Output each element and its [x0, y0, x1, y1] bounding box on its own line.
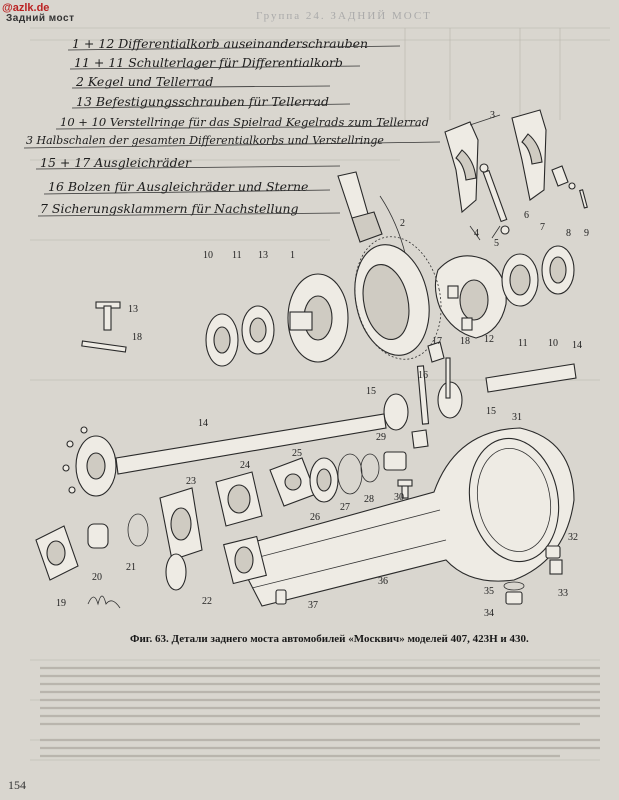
part-number: 2 — [400, 218, 405, 229]
part-number: 1 — [290, 250, 295, 261]
part-number: 7 — [540, 222, 545, 233]
watermark: @azlk.de — [2, 2, 50, 14]
part-number: 35 — [484, 586, 494, 597]
part-number: 28 — [364, 494, 374, 505]
part-number: 8 — [566, 228, 571, 239]
part-number: 14 — [198, 418, 208, 429]
part-number: 11 — [232, 250, 242, 261]
part-number: 13 — [128, 304, 138, 315]
part-number: 14 — [572, 340, 582, 351]
part-number: 36 — [378, 576, 388, 587]
part-number: 15 — [366, 386, 376, 397]
part-number: 26 — [310, 512, 320, 523]
handwritten-note: 11 + 11 Schulterlager für Differentialkorb — [74, 55, 343, 70]
part-number: 17 — [432, 336, 442, 347]
part-number: 12 — [484, 334, 494, 345]
part-number: 9 — [584, 228, 589, 239]
part-number: 24 — [240, 460, 250, 471]
part-number: 30 — [394, 492, 404, 503]
part-number: 18 — [132, 332, 142, 343]
part-number: 16 — [418, 370, 428, 381]
part-number: 11 — [518, 338, 528, 349]
part-number: 33 — [558, 588, 568, 599]
running-head: Задний мост — [6, 13, 75, 24]
handwritten-note: 15 + 17 Ausgleichräder — [40, 155, 191, 170]
part-number: 13 — [258, 250, 268, 261]
part-number: 10 — [548, 338, 558, 349]
part-number: 5 — [494, 238, 499, 249]
part-number: 18 — [460, 336, 470, 347]
part-number: 15 — [486, 406, 496, 417]
part-number: 22 — [202, 596, 212, 607]
handwritten-note: 2 Kegel und Tellerrad — [76, 74, 214, 89]
handwritten-note: 1 + 12 Differentialkorb auseinanderschrauben — [72, 36, 369, 51]
part-number: 20 — [92, 572, 102, 583]
part-number: 31 — [512, 412, 522, 423]
part-number: 27 — [340, 502, 350, 513]
part-number: 29 — [376, 432, 386, 443]
part-number: 6 — [524, 210, 529, 221]
handwritten-note: 13 Befestigungsschrauben für Tellerrad — [76, 94, 329, 109]
handwritten-note: 10 + 10 Verstellringe für das Spielrad Kegelrads zum Tellerrad — [60, 115, 430, 129]
part-number: 21 — [126, 562, 136, 573]
page-number: 154 — [8, 778, 26, 792]
part-number: 4 — [474, 228, 479, 239]
part-number: 25 — [292, 448, 302, 459]
part-number: 37 — [308, 600, 318, 611]
handwritten-note: 16 Bolzen für Ausgleichräder und Sterne — [48, 179, 309, 194]
part-number: 10 — [203, 250, 213, 261]
part-number: 32 — [568, 532, 578, 543]
figure-caption: Фиг. 63. Детали заднего моста автомобилей «Москвич» моделей 407, 423Н и 430. — [130, 633, 529, 645]
handwritten-note: 3 Halbschalen der gesamten Differentialkorbs und Verstellringe — [26, 134, 384, 147]
ghost-heading: Группа 24. ЗАДНИЙ МОСТ — [256, 10, 432, 22]
part-number: 34 — [484, 608, 494, 619]
handwritten-note: 7 Sicherungsklammern für Nachstellung — [40, 201, 299, 216]
part-number: 23 — [186, 476, 196, 487]
part-number: 3 — [490, 110, 495, 121]
part-number: 19 — [56, 598, 66, 609]
